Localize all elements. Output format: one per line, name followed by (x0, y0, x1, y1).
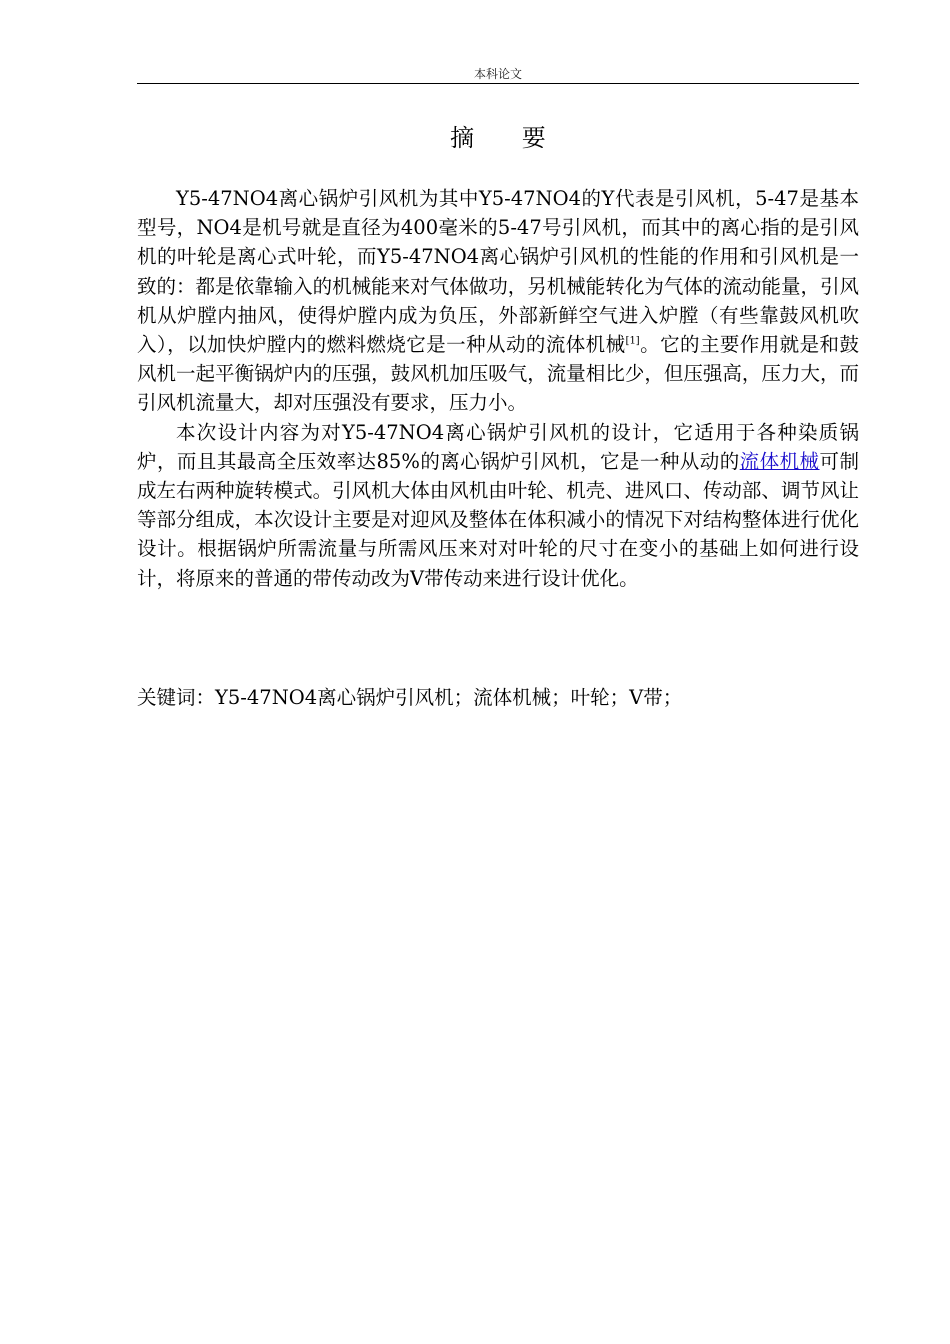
abstract-paragraph-2 (137, 418, 859, 593)
paragraph-1-text-continued: 。它的主要作用就是和鼓风机一起平衡锅炉内的压强，鼓风机加压吸气，流量相比少，但压强高，压力大，而引风机流量大，却对压强没有要求，压力小。 (137, 333, 859, 415)
page-header-text: 本科论文 (473, 67, 522, 81)
paragraph-1-text: Y5-47NO4离心锅炉引风机为其中Y5-47NO4的Y代表是引风机，5-47是基本型号，NO4是机号就是直径为400毫米的5-47号引风机，而其中的离心指的是引风机的叶轮是离心式叶轮，而Y5-47NO4离心锅炉引风机的性能的作用和引风机是一致的：都是依靠输入的机械能来对气体做功，另机械能转化为气体的流动能量，引风机从炉膛内抽风，使得炉膛内成为负压，外部新鲜空气进入炉膛（有些靠鼓风机吹入），以加快炉膛内的燃料燃烧它是一种从动的流体机械 (137, 187, 859, 357)
page-header (137, 66, 859, 82)
citation-marker: [1] (625, 335, 640, 347)
paragraph-2-text: 本次设计内容为对Y5-47NO4离心锅炉引风机的设计，它适用于各种染质锅炉，而且其最高全压效率达85%的离心锅炉引风机，它是一种从动的 (137, 420, 859, 473)
fluid-machinery-link[interactable]: 流体机械 (739, 449, 820, 473)
paragraph-2-text-continued: 可制成左右两种旋转模式。引风机大体由风机由叶轮、机壳、进风口、传动部、调节风让等部分组成，本次设计主要是对迎风及整体在体积减小的情况下对结构整体进行优化设计。根据锅炉所需流量与所需风压来对对叶轮的尺寸在变小的基础上如何进行设计，将原来的普通的带传动改为V带传动来进行设计优化。 (137, 449, 859, 590)
keywords-label: 关键词： (137, 686, 216, 709)
abstract-title: 摘 要 (450, 124, 566, 152)
keywords-line (137, 683, 859, 713)
abstract-body (137, 184, 859, 593)
keywords-values: Y5-47NO4离心锅炉引风机；流体机械；叶轮；V带； (215, 686, 683, 709)
abstract-paragraph-1 (137, 184, 859, 418)
header-divider (137, 83, 859, 84)
